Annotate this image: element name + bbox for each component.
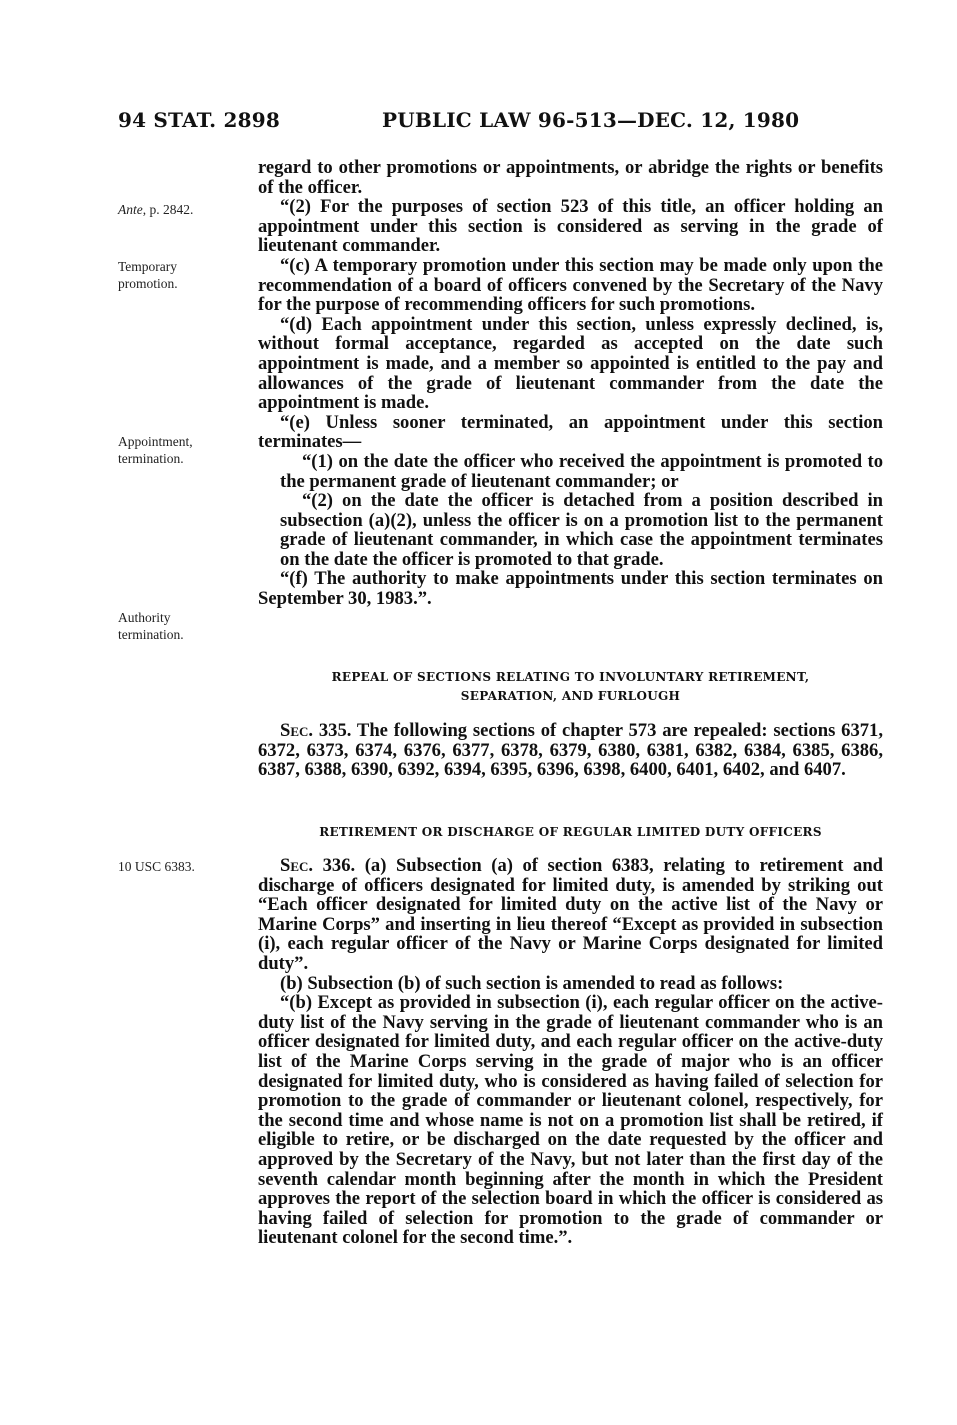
margin-note-authority-termination: Authority termination. [118, 610, 184, 642]
section-336-heading: RETIREMENT OR DISCHARGE OF REGULAR LIMITED DUTY OFFICERS [319, 825, 822, 839]
section-336-text-b-quote: “(b) Except as provided in subsection (i), each regular officer on the active-duty list of the Navy serving in the grade of lieutenant commander who is an officer designated for limited duty, and each regular officer on the active-duty list of the Marine Corps serving in the grade of major who is an officer designated for limited duty, who is considered as having failed of selection for promotion to the grade of commander or lieutenant colonel, respectively, for the second time and whose name is not on a promotion list shall be retired, if eligible to retire, or be discharged on the date requested by the officer and approved by the Secretary of the Navy, but not later than the first day of the seventh calendar month beginning after the month in which the President approves the report of the selection board in which the officer is considered as having failed of selection for promotion to the grade of commander or lieutenant colonel for the second time.”. [258, 992, 883, 1249]
paragraph-e-1: “(1) on the date the officer who received the appointment is promoted to the permanent grade of lieutenant commander; or [280, 450, 883, 492]
section-336-label: Sec. 336. [280, 855, 356, 876]
paragraph-continuation: regard to other promotions or appointments, or abridge the rights or benefits of the officer. [258, 157, 883, 198]
paragraph-f: “(f) The authority to make appointments under this section terminates on September 30, 1983.”. [258, 568, 883, 610]
section-335-body [258, 721, 883, 780]
section-336-text-a: (a) Subsection (a) of section 6383, relating to retirement and discharge of officers designated for limited duty, is amended by striking out “Each officer designated for limited duty on the active list of the Navy or Marine Corps” and inserting in lieu thereof “Except as provided in subsection (i), each regular officer of the Navy or Marine Corps designated for limited duty”. [258, 855, 883, 974]
section-335-label: Sec. 335. [280, 720, 352, 741]
statute-page-number: 94 STAT. 2898 [118, 108, 280, 132]
margin-note-appointment-termination: Appointment, termination. [118, 434, 193, 466]
section-336-body [258, 856, 883, 1248]
section-335-text: The following sections of chapter 573 are repealed: sections 6371, 6372, 6373, 6374, 6376, 6377, 6378, 6379, 6380, 6381, 6382, 6384, 6385, 6386, 6387, 6388, 6390, 6392, 6394, 6395, 6396, 6398, 6400, 6401, 6402, and 6407. [258, 720, 883, 781]
margin-note-usc: 10 USC 6383. [118, 859, 195, 874]
body-text-block-1 [258, 158, 883, 609]
paragraph-e: “(e) Unless sooner terminated, an appointment under this section terminates— [258, 411, 883, 453]
section-335-heading: REPEAL OF SECTIONS RELATING TO INVOLUNTARY RETIREMENT, SEPARATION, AND FURLOUGH [331, 670, 810, 703]
paragraph-2: “(2) For the purposes of section 523 of this title, an officer holding an appointment under this section is considered as serving in the grade of lieutenant commander. [258, 196, 883, 257]
paragraph-d: “(d) Each appointment under this section, unless expressly declined, is, without formal acceptance, regarded as accepted on the date such appointment is made, and a member so appointed is entitled to the pay and allowances of the grade of lieutenant commander from the date the appointment is made. [258, 313, 883, 414]
margin-note-temporary-promotion: Temporary promotion. [118, 259, 178, 291]
paragraph-e-2: “(2) on the date the officer is detached from a position described in subsection (a)(2), unless the officer is on a promotion list to the permanent grade of lieutenant commander, in which case the appointment terminates on the date the officer is promoted to that grade. [280, 490, 883, 570]
section-336-text-b: (b) Subsection (b) of such section is amended to read as follows: [280, 972, 784, 994]
margin-note-ante: Ante, p. 2842. [118, 202, 194, 217]
public-law-title: PUBLIC LAW 96-513—DEC. 12, 1980 [382, 108, 800, 132]
paragraph-c: “(c) A temporary promotion under this section may be made only upon the recommendation of a board of officers convened by the Secretary of the Navy for the purpose of recommending officers for such promotions. [258, 254, 883, 316]
